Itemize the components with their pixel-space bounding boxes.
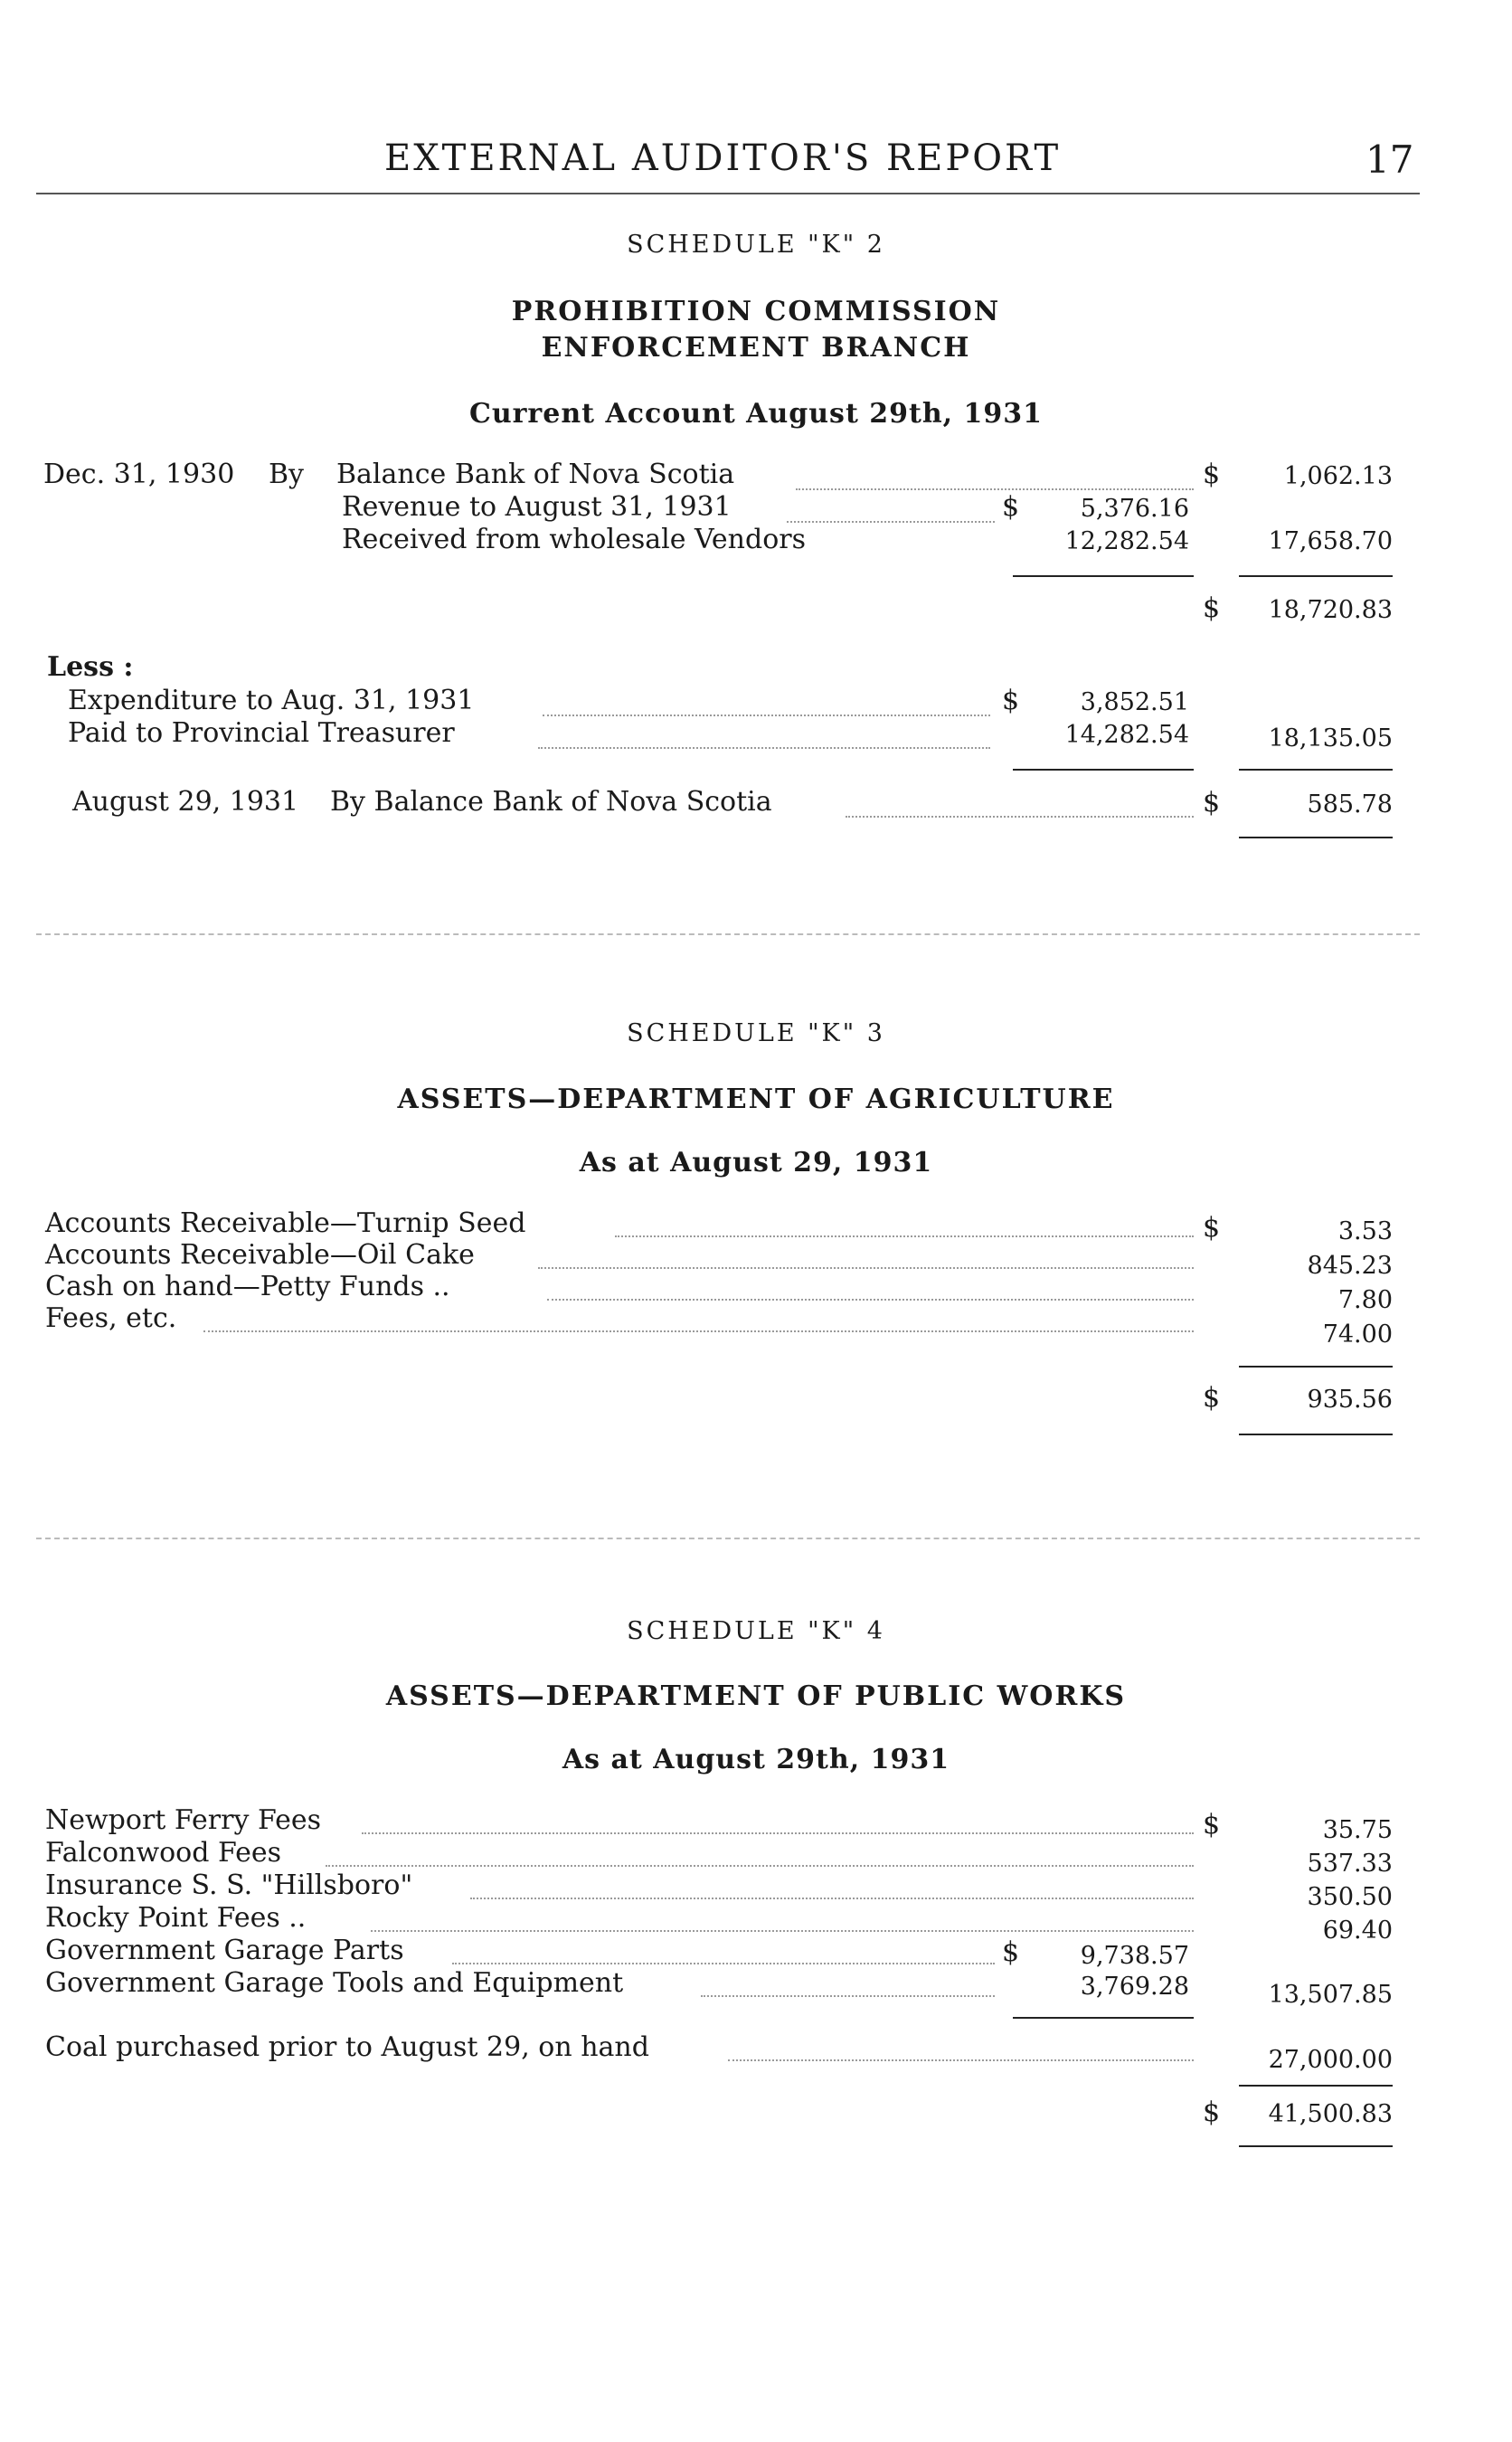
k2-row3-label: Received from wholesale Vendors: [342, 524, 806, 555]
k2-row4-dollar: $: [1002, 685, 1020, 716]
total-rule: [1239, 837, 1393, 838]
subtotal-rule: [1013, 575, 1194, 577]
k2-row1-label: Balance Bank of Nova Scotia: [336, 459, 735, 490]
subtotal-rule: [1239, 1366, 1393, 1368]
k2-row3-amount: 12,282.54: [1064, 527, 1189, 555]
k2-row2-dollar: $: [1002, 491, 1020, 523]
subtotal-rule: [1239, 769, 1393, 771]
k2-row1-dollar: $: [1203, 459, 1221, 490]
k4-row-label: Insurance S. S. "Hillsboro": [45, 1869, 413, 1901]
k3-row-total: 3.53: [1337, 1217, 1393, 1245]
k2-row6-dollar: $: [1203, 787, 1221, 819]
k2-by: By: [269, 459, 304, 490]
leader-dots: [543, 715, 990, 716]
k4-row-total: 537.33: [1307, 1850, 1393, 1878]
k4-tools-total: 13,507.85: [1268, 1981, 1393, 2009]
schedule-k2-subtitle: Current Account August 29th, 1931: [468, 398, 1044, 430]
k2-row2-label: Revenue to August 31, 1931: [342, 491, 732, 523]
k2-row4-label: Expenditure to Aug. 31, 1931: [68, 685, 475, 716]
k3-row-total: 74.00: [1322, 1320, 1393, 1349]
k4-row-total: 350.50: [1307, 1883, 1393, 1911]
section-divider: [36, 933, 1420, 935]
leader-dots: [547, 1299, 1194, 1301]
leader-dots: [615, 1235, 1194, 1237]
k2-date-aug29: August 29, 1931: [72, 786, 299, 818]
section-divider: [36, 1538, 1420, 1539]
leader-dots: [371, 1930, 1194, 1932]
k2-sum-total: 18,720.83: [1268, 596, 1393, 624]
k3-sum-total: 935.56: [1307, 1386, 1393, 1414]
k4-row-label: Falconwood Fees: [45, 1837, 282, 1869]
k2-date-dec31: Dec. 31, 1930: [43, 459, 235, 490]
header-rule: [36, 193, 1420, 194]
leader-dots: [796, 488, 1194, 490]
k2-row5-total: 18,135.05: [1268, 724, 1393, 752]
k4-parts-dollar: $: [1002, 1936, 1020, 1968]
k3-row-label: Cash on hand—Petty Funds ..: [45, 1271, 450, 1302]
k3-row-dollar: $: [1203, 1212, 1221, 1244]
k3-row-total: 7.80: [1337, 1286, 1393, 1314]
leader-dots: [538, 747, 990, 749]
subtotal-rule: [1013, 769, 1194, 771]
subtotal-rule: [1239, 575, 1393, 577]
k4-sum-total: 41,500.83: [1268, 2100, 1393, 2128]
total-rule: [1239, 1434, 1393, 1435]
leader-dots: [326, 1865, 1194, 1867]
leader-dots: [203, 1330, 1194, 1332]
leader-dots: [728, 2059, 1194, 2061]
page-number: 17: [1366, 137, 1414, 182]
schedule-k3-title: ASSETS—DEPARTMENT OF AGRICULTURE: [397, 1084, 1115, 1115]
leader-dots: [452, 1963, 995, 1964]
k2-row6-total: 585.78: [1307, 790, 1393, 819]
k4-parts-amount: 9,738.57: [1080, 1942, 1189, 1970]
k4-coal-label: Coal purchased prior to August 29, on hand: [45, 2031, 649, 2063]
k3-row-label: Accounts Receivable—Oil Cake: [45, 1239, 475, 1271]
leader-dots: [470, 1898, 1194, 1899]
subtotal-rule: [1239, 2085, 1393, 2087]
leader-dots: [787, 521, 995, 523]
subtotal-rule: [1013, 2017, 1194, 2019]
k4-row-label: Newport Ferry Fees: [45, 1804, 322, 1836]
schedule-k3-subtitle: As at August 29, 1931: [579, 1147, 933, 1178]
page-title: EXTERNAL AUDITOR'S REPORT: [384, 137, 1062, 179]
k2-row6-label: By Balance Bank of Nova Scotia: [330, 786, 772, 818]
schedule-k2-number: SCHEDULE "K" 2: [627, 231, 885, 259]
schedule-k2-title-line1: PROHIBITION COMMISSION: [511, 296, 1001, 327]
k4-row-total: 35.75: [1322, 1816, 1393, 1844]
k4-sum-dollar: $: [1203, 2097, 1221, 2128]
k4-tools-label: Government Garage Tools and Equipment: [45, 1967, 624, 1999]
leader-dots: [538, 1267, 1194, 1269]
k2-row4-amount: 3,852.51: [1080, 688, 1189, 716]
schedule-k4-title: ASSETS—DEPARTMENT OF PUBLIC WORKS: [385, 1680, 1127, 1712]
schedule-k3-number: SCHEDULE "K" 3: [627, 1019, 885, 1047]
k4-coal-total: 27,000.00: [1268, 2046, 1393, 2074]
k4-parts-label: Government Garage Parts: [45, 1935, 404, 1966]
k2-less-label: Less :: [47, 651, 134, 683]
k3-row-total: 845.23: [1307, 1252, 1393, 1280]
k3-row-label: Accounts Receivable—Turnip Seed: [45, 1207, 526, 1239]
k2-row5-label: Paid to Provincial Treasurer: [68, 717, 455, 749]
schedule-k4-subtitle: As at August 29th, 1931: [562, 1744, 950, 1775]
leader-dots: [701, 1995, 995, 1997]
leader-dots: [362, 1832, 1194, 1834]
k3-row-label: Fees, etc.: [45, 1302, 177, 1334]
total-rule: [1239, 2145, 1393, 2147]
k4-row-label: Rocky Point Fees ..: [45, 1902, 307, 1934]
k2-row1-total: 1,062.13: [1283, 462, 1393, 490]
schedule-k2-title-line2: ENFORCEMENT BRANCH: [541, 332, 971, 364]
k4-tools-amount: 3,769.28: [1080, 1973, 1189, 2001]
k4-row-dollar: $: [1203, 1809, 1221, 1841]
k3-sum-dollar: $: [1203, 1382, 1221, 1414]
k2-row2-amount: 5,376.16: [1080, 495, 1189, 523]
leader-dots: [846, 816, 1194, 818]
k2-row5-amount: 14,282.54: [1064, 721, 1189, 749]
k2-sum-dollar: $: [1203, 592, 1221, 624]
k4-row-total: 69.40: [1322, 1917, 1393, 1945]
k2-row3-total: 17,658.70: [1268, 527, 1393, 555]
schedule-k4-number: SCHEDULE "K" 4: [627, 1617, 885, 1645]
